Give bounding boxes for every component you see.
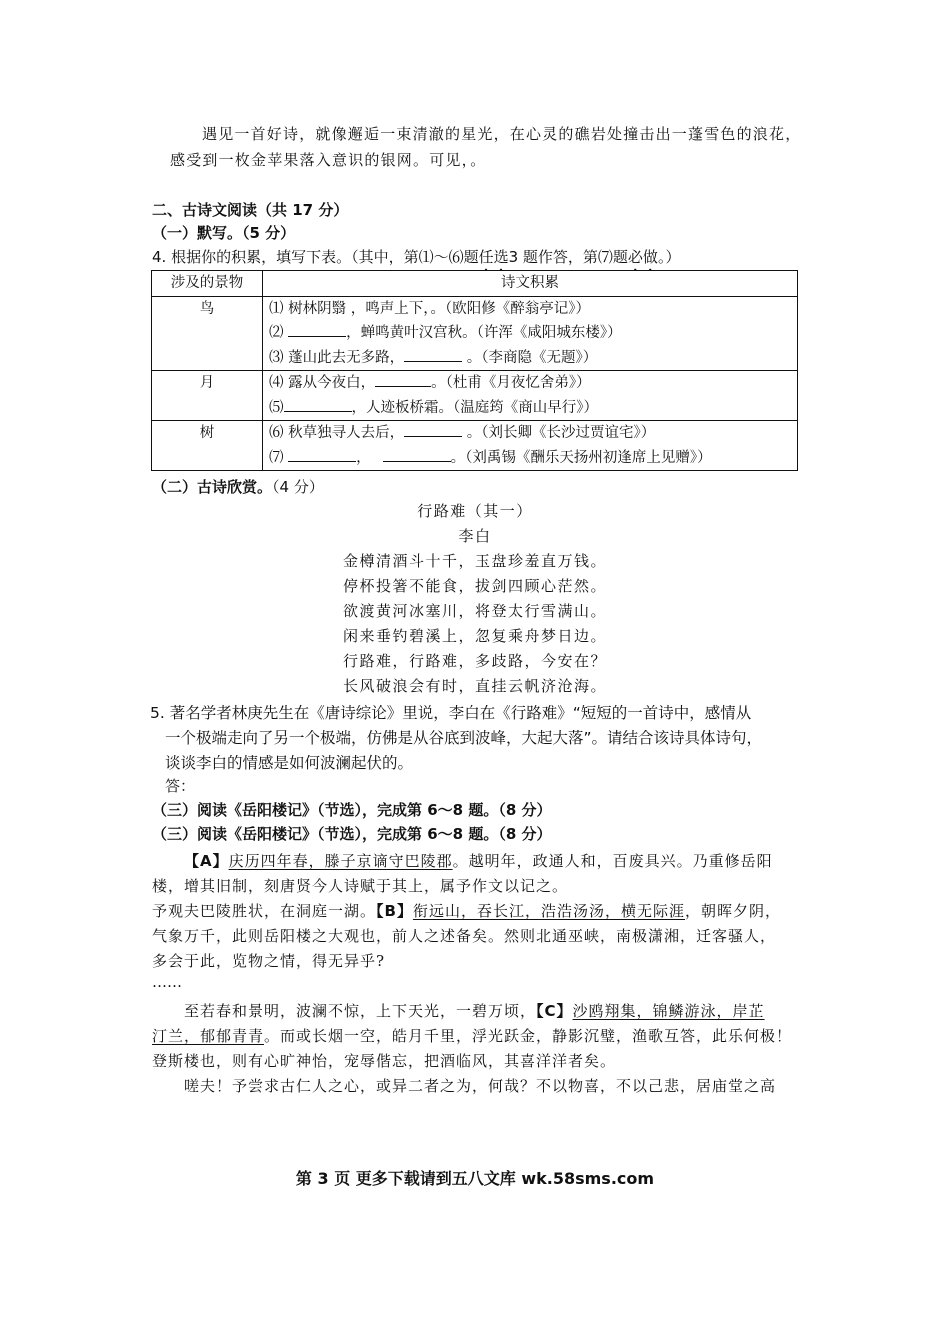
poem-line-3: ⑶ 蓬山此去无多路， 。（李商隐《无题》） [269,346,791,371]
answer-blank[interactable] [383,447,451,462]
answer-blank[interactable] [288,447,356,462]
part-1-title: （一）默写。（5 分） [152,224,296,242]
scene-cell: 树 [152,421,263,471]
poem-cell [263,371,798,421]
header-scene: 涉及的景物 [152,271,263,297]
answer-label: 答： [165,777,196,795]
poem-cell [263,421,798,471]
passage-line: 楼，增其旧制，刻唐贤今人诗赋于其上，属予作文以记之。 [152,877,569,895]
answer-blank[interactable] [404,422,462,437]
poem-line: 长风破浪会有时，直挂云帆济沧海。 [342,677,607,695]
question-5-line-3: 谈谈李白的情感是如何波澜起伏的。 [165,754,414,772]
question-5-line-1: 5. 著名学者林庚先生在《唐诗综论》里说，李白在《行路难》“短短的一首诗中，感情从 [150,704,752,722]
poetry-table [151,270,798,471]
header-poems: 诗文积累 [263,271,798,297]
answer-blank[interactable] [284,397,352,412]
poem-line-4: ⑷ 露从今夜白， 。（杜甫《月夜忆舍弟》） [269,371,791,396]
answer-blank[interactable] [288,322,346,337]
poem-line-6: ⑹ 秋草独寻人去后， 。（刘长卿《长沙过贾谊宅》） [269,421,791,446]
part-2-title: （二）古诗欣赏。（4 分） [152,478,324,496]
passage-paragraph-b: 予观夫巴陵胜状，在洞庭一湖。【B】衔远山，吞长江，浩浩汤汤，横无际涯，朝晖夕阴， [152,902,781,920]
section-2-title: 二、古诗文阅读（共 17 分） [152,201,349,219]
question-4: 4. 根据你的积累，填写下表。（其中，第⑴～⑹题任选3 题作答，第⑺题必做。） [152,248,681,266]
passage-paragraph-c: 至若春和景明，波澜不惊，上下天光，一碧万顷，【C】沙鸥翔集，锦鳞游泳，岸芷 [184,1002,765,1020]
poem-line: 行路难，行路难，多歧路，今安在？ [342,652,607,670]
intro-line-2: 感受到一枚金苹果落入意识的银网。可见，。 [170,151,487,169]
answer-blank[interactable] [375,372,431,387]
poem-line: 欲渡黄河冰塞川，将登太行雪满山。 [342,602,607,620]
poem-line-1: ⑴ 树林阴翳 ，鸣声上下，。（欧阳修《醉翁亭记》） [269,300,590,317]
page-footer: 第 3 页 更多下载请到五八文库 wk.58sms.com [295,1169,655,1188]
ellipsis: …… [152,973,182,991]
table-row-tree [152,421,798,471]
poem-line-5: ⑸ ，人迹板桥霜。（温庭筠《商山早行》） [269,396,791,421]
poem-title: 行路难（其一） [417,502,533,520]
table-row-bird [152,296,798,371]
passage-line: 气象万千，此则岳阳楼之大观也，前人之述备矣。然则北通巫峡，南极潇湘，迁客骚人， [152,927,777,945]
part-3-title-repeat: （三）阅读《岳阳楼记》（节选），完成第 6～8 题。（8 分） [152,825,552,843]
passage-line: 汀兰，郁郁青青。而或长烟一空，皓月千里，浮光跃金，静影沉璧，渔歌互答，此乐何极！ [152,1027,793,1045]
passage-paragraph-a: 【A】庆历四年春，滕子京谪守巴陵郡。越明年，政通人和，百废具兴。乃重修岳阳 [184,852,773,870]
poem-line: 闲来垂钓碧溪上，忽复乘舟梦日边。 [342,627,607,645]
answer-blank[interactable] [404,347,462,362]
table-row-moon [152,371,798,421]
passage-paragraph-d: 嗟夫！予尝求古仁人之心，或异二者之为，何哉？不以物喜，不以己悲，居庙堂之高 [184,1077,777,1095]
question-5-line-2: 一个极端走向了另一个极端，仿佛是从谷底到波峰，大起大落”。请结合该诗具体诗句， [165,729,763,747]
poem-cell [263,296,798,371]
passage-line: 登斯楼也，则有心旷神怡，宠辱偕忘，把酒临风，其喜洋洋者矣。 [152,1052,617,1070]
scene-cell: 鸟 [152,296,263,371]
scene-cell: 月 [152,371,263,421]
poem-line-2: ⑵ ，蝉鸣黄叶汉宫秋。（许浑《咸阳城东楼》） [269,321,791,346]
poem-line: 金樽清酒斗十千，玉盘珍羞直万钱。 [342,552,607,570]
poem-line-7: ⑺ ， 。（刘禹锡《酬乐天扬州初逢席上见赠》） [269,446,791,471]
table-header-row [152,271,798,297]
poem-author: 李白 [458,527,492,545]
intro-line-1: 遇见一首好诗，就像邂逅一束清澈的星光，在心灵的礁岩处撞击出一蓬雪色的浪花， [202,125,802,143]
passage-line: 多会于此，览物之情，得无异乎? [152,952,386,970]
poem-line: 停杯投箸不能食，拔剑四顾心茫然。 [342,577,607,595]
part-3-title: （三）阅读《岳阳楼记》（节选），完成第 6～8 题。（8 分） [152,801,552,819]
